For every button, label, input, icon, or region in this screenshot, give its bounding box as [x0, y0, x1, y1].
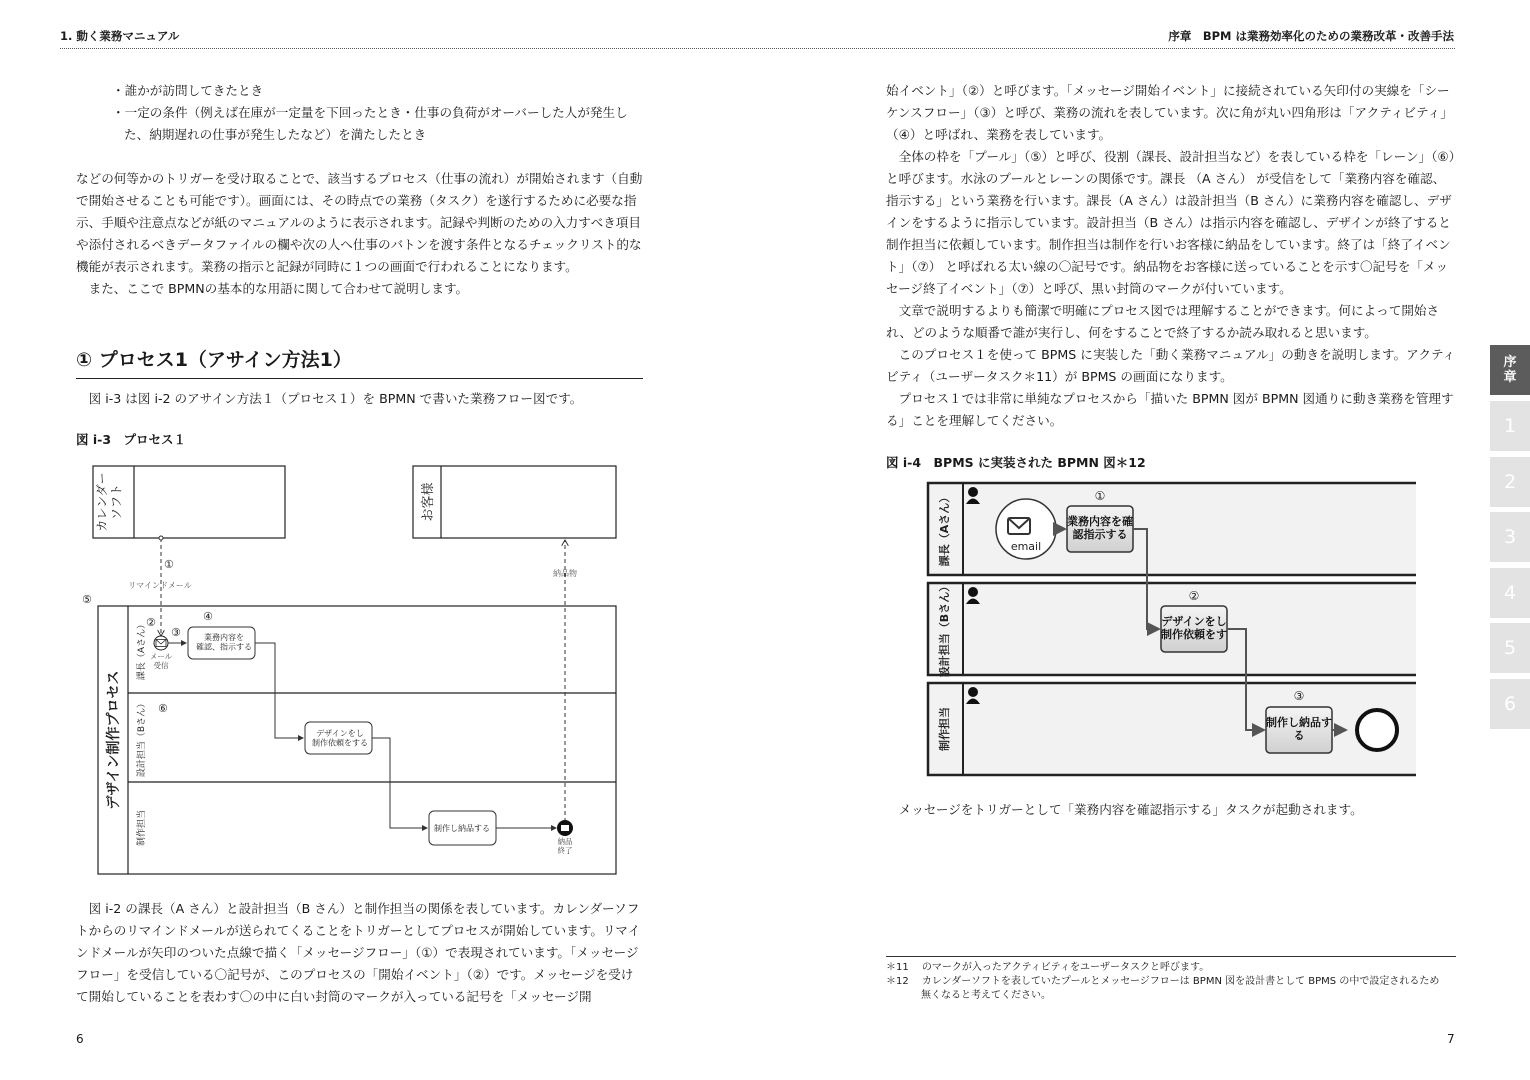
body-text-left-2 — [76, 388, 643, 410]
bullet-list — [112, 80, 647, 146]
seq-flow-3 — [372, 738, 427, 828]
running-header-right: 序章 BPM は業務効率化のための業務改革・改善手法 — [1168, 29, 1454, 43]
chapter-tab-5[interactable]: 5 — [1490, 623, 1530, 673]
bullet-item: ・一定の条件（例えば在庫が一定量を下回ったとき・仕事の負荷がオーバーした人が発生し — [112, 105, 628, 120]
num-3: ③ — [171, 626, 181, 639]
task3-label: 制作し納品する — [434, 824, 490, 833]
num-2: ② — [146, 616, 156, 629]
chapter-tab-6[interactable]: 6 — [1490, 679, 1530, 729]
num-6: ⑥ — [158, 702, 168, 715]
running-header-left: 1. 動く業務マニュアル — [60, 29, 180, 43]
task2-label: デザインをし制作依頼をする — [312, 729, 368, 748]
lane-c-label-2: 制作担当 — [938, 707, 951, 751]
lane-a-label: 課長（Aさん） — [137, 619, 147, 681]
pool-customer-label: お客様 — [421, 482, 436, 522]
paragraph: 図 i-3 は図 i-2 のアサイン方法１（プロセス１）を BPMN で書いた業務フロー図です。 — [88, 391, 583, 406]
pool-main-label: デザイン制作プロセス — [106, 670, 122, 810]
deliverable-label: 納品物 — [553, 569, 577, 578]
end-label: 納品終了 — [557, 837, 573, 855]
footnote-text: ＊12 カレンダーソフトを表していたプールとメッセージフローは BPMN 図を設計書として BPMS の中で設定されるため — [886, 976, 1440, 987]
paragraph: などの何等かのトリガーを受け取ることで、該当するプロセス（仕事の流れ）が開始されます（自動で開始させることも可能です）。画面には、その時点での業務（タスク）を遂行するために必要な指示、手順や注意点などが紙のマニュアルのように表示されます。記録や判断のための入力すべき項目や添付されるべきデータファイルの欄や次の人へ仕事のバトンを渡す条件となるチェックリスト的な機能が表示されます。業務の指示と記録が同時に１つの画面で行われることになります。 — [76, 171, 643, 274]
page-number-left: 6 — [76, 1032, 84, 1046]
footnote-text: ＊11 のマークが入ったアクティビティをユーザータスクと呼びます。 — [886, 962, 1210, 973]
bpmn-diagram-process1 — [76, 460, 646, 880]
body-text-right — [886, 80, 1456, 432]
body-text-right-2 — [886, 799, 1456, 821]
seq-flow-2 — [255, 643, 303, 738]
paragraph: また、ここで BPMNの基本的な用語に関して合わせて説明します。 — [88, 281, 469, 296]
bullet-item: た、納期遅れの仕事が発生したなど）を満たしたとき — [124, 127, 427, 142]
footnote-12 — [886, 975, 1456, 1003]
chapter-tab-1[interactable]: 1 — [1490, 401, 1530, 451]
task3-2-label: 制作し納品する — [1266, 716, 1332, 743]
task1-2-label: 業務内容を確認指示する — [1067, 515, 1133, 542]
chapter-tab-intro[interactable]: 序 章 — [1490, 345, 1530, 395]
paragraph: プロセス１では非常に単純なプロセスから「描いた BPMN 図が BPMN 図通りに動き業務を管理する」ことを理解してください。 — [886, 391, 1454, 428]
num-4: ④ — [203, 610, 213, 623]
footnote-text: 無くなると考えてください。 — [921, 990, 1051, 1001]
pool-customer — [413, 466, 616, 538]
email-label: email — [1010, 540, 1042, 553]
header-divider — [60, 48, 1455, 49]
bullet-item: ・誰かが訪問してきたとき — [112, 83, 264, 98]
remind-mail-label: リマインドメール — [128, 581, 192, 590]
chapter-tab-2[interactable]: 2 — [1490, 457, 1530, 507]
task1-label: 業務内容を確認、指示する — [196, 633, 252, 652]
end-event — [1357, 710, 1397, 750]
section-heading: ① プロセス1（アサイン方法1） — [76, 345, 643, 379]
num-3-2: ③ — [1293, 689, 1305, 703]
footnote-11 — [886, 961, 1456, 975]
figure-caption: 図 i-3 プロセス１ — [76, 432, 187, 447]
task2-2-label: デザインをし制作依頼をす — [1161, 615, 1227, 642]
pool-calendar-label: カレンダーソフト — [95, 472, 124, 532]
lane-b-label: 設計担当（Bさん） — [137, 698, 147, 778]
lane-c-label: 制作担当 — [137, 809, 147, 847]
paragraph: このプロセス１を使って BPMS に実装した「動く業務マニュアル」の動きを説明します。アクティビティ（ユーザータスク＊11）が BPMS の画面になります。 — [886, 347, 1456, 384]
bpms-diagram — [926, 480, 1421, 780]
start-label: メール受信 — [149, 652, 173, 670]
chapter-tab-4[interactable]: 4 — [1490, 568, 1530, 618]
footnote-divider — [886, 956, 1456, 957]
body-text-left-3 — [76, 898, 643, 1008]
paragraph: メッセージをトリガーとして「業務内容を確認指示する」タスクが起動されます。 — [898, 802, 1363, 817]
paragraph: 始イベント」（②）と呼びます。「メッセージ開始イベント」に接続されている矢印付の実線を「シーケンスフロー」（③）と呼び、業務の流れを表しています。次に角が丸い四角形は「アクティビティ」（④）と呼ばれ、業務を表しています。 — [886, 83, 1453, 142]
page-number-right: 7 — [1447, 1032, 1455, 1046]
body-text-left — [76, 168, 643, 300]
num-5: ⑤ — [82, 593, 92, 606]
num-2-2: ② — [1188, 589, 1200, 603]
lane-a-label-2: 課長（Aさん） — [938, 491, 951, 567]
paragraph: 全体の枠を「プール」（⑤）と呼び、役割（課長、設計担当など）を表している枠を「レーン」（⑥）と呼びます。水泳のプールとレーンの関係です。課長 （A さん） が受信をして「業務内容を確認、指示する」という業務を行います。課長（A さん）は設計担当（B さん）に業務内容を確認し、デザインをするように指示しています。設計担当（B さん）は指示内容を確認し、デザインが終了すると制作担当に依頼しています。制作担当は制作を行いお客様に納品をしています。終了は「終了イベント」（⑦） と呼ばれる太い線の〇記号です。納品物をお客様に送っていることを示す〇記号を「メッセージ終了イベント」（⑦）と呼び、黒い封筒のマークが付いています。 — [886, 149, 1456, 296]
num-1-2: ① — [1094, 489, 1106, 503]
chapter-tab-3[interactable]: 3 — [1490, 512, 1530, 562]
paragraph: 文章で説明するよりも簡潔で明確にプロセス図では理解することができます。何によって開始され、どのような順番で誰が実行し、何をすることで終了するか読み取れると思います。 — [886, 303, 1440, 340]
paragraph: 図 i-2 の課長（A さん）と設計担当（B さん）と制作担当の関係を表しています。カレンダーソフトからのリマインドメールが送られてくることをトリガーとしてプロセスが開始しています。リマインドメールが矢印のついた点線で描く「メッセージフロー」（①）で表現されています。「メッセージフロー」を受信している〇記号が、このプロセスの「開始イベント」（②）です。メッセージを受けて開始していることを表わす〇の中に白い封筒のマークが入っている記号を「メッセージ開 — [76, 901, 641, 1004]
figure-caption-2: 図 i-4 BPMS に実装された BPMN 図＊12 — [886, 455, 1146, 470]
num-1: ① — [164, 558, 174, 571]
lane-b-label-2: 設計担当（Bさん） — [938, 580, 951, 678]
